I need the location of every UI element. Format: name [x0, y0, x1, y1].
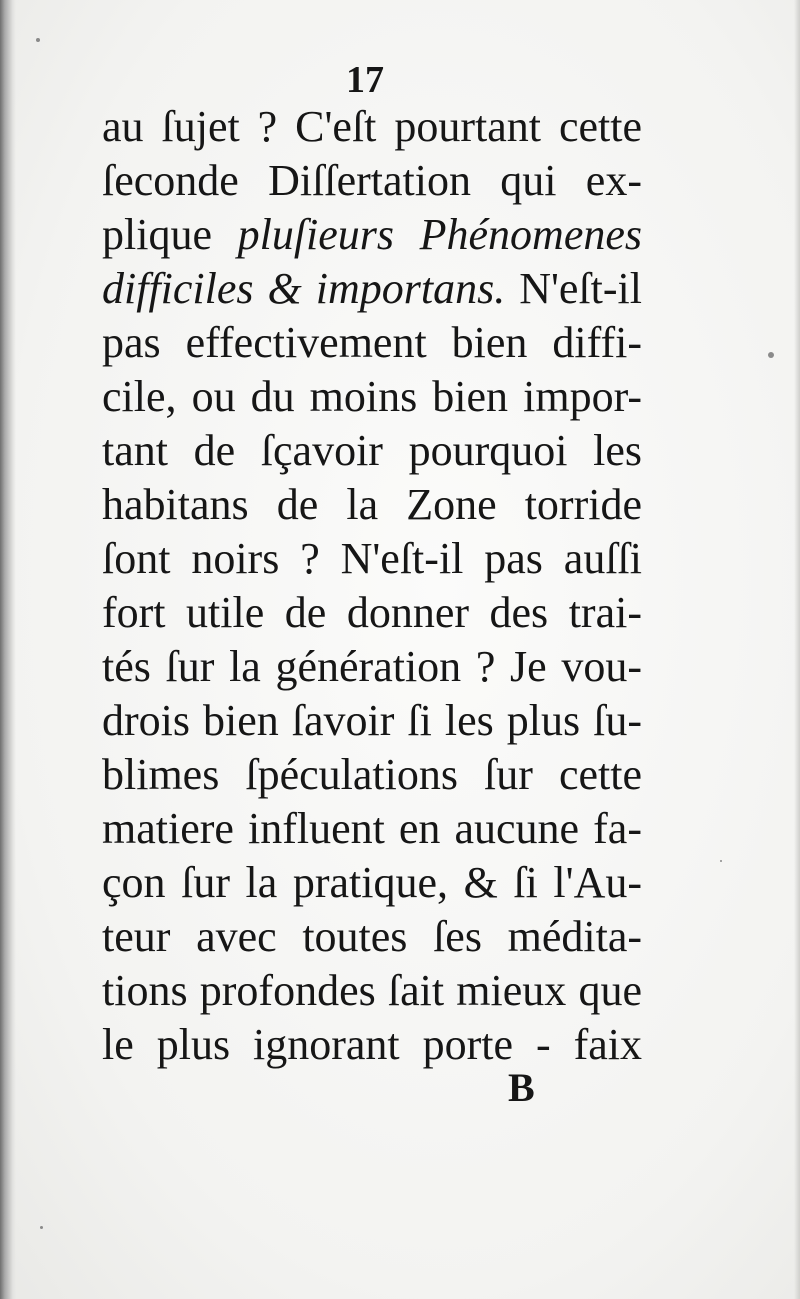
text-line: au ſujet ? C'eſt pourtant cette — [102, 102, 642, 151]
text-line: teur avec toutes ſes médita- — [102, 912, 642, 961]
body-text — [102, 100, 642, 1072]
signature-mark: B — [508, 1065, 535, 1110]
text-line: çon ſur la pratique, & ſi l'Au- — [102, 858, 642, 907]
text-line: tés ſur la génération ? Je vou- — [102, 642, 642, 691]
text-line: ſont noirs ? N'eſt-il pas auſſi — [102, 534, 642, 583]
text-line: habitans de la Zone torride — [102, 480, 642, 529]
text-line: tant de ſçavoir pourquoi les — [102, 426, 642, 475]
text-line: difficiles & importans. N'eſt-il — [102, 264, 642, 313]
text-line: drois bien ſavoir ſi les plus ſu- — [102, 696, 642, 745]
text-line: blimes ſpéculations ſur cette — [102, 750, 642, 799]
text-line: pas effectivement bien diffi- — [102, 318, 642, 367]
paper-speck — [36, 38, 40, 42]
text-line: plique pluſieurs Phénomenes — [102, 210, 643, 259]
paper-speck — [768, 352, 774, 358]
paper-speck — [40, 1226, 43, 1229]
spine-shadow — [0, 0, 16, 1299]
page-number: 17 — [346, 59, 384, 101]
text-line: cile, ou du moins bien impor- — [102, 372, 642, 421]
text-line: matiere influent en aucune fa- — [102, 804, 642, 853]
text-line: fort utile de donner des trai- — [102, 588, 642, 637]
italic-phrase: pluſieurs Phénomenes — [237, 210, 643, 259]
text-line: ſeconde Diſſertation qui ex- — [102, 156, 642, 205]
text-line: le plus ignorant porte - faix — [102, 1020, 642, 1069]
italic-phrase: difficiles & importans. — [102, 264, 506, 313]
text-line: tions profondes ſait mieux que — [102, 966, 642, 1015]
page-edge — [794, 0, 800, 1299]
paper-speck — [720, 860, 722, 862]
